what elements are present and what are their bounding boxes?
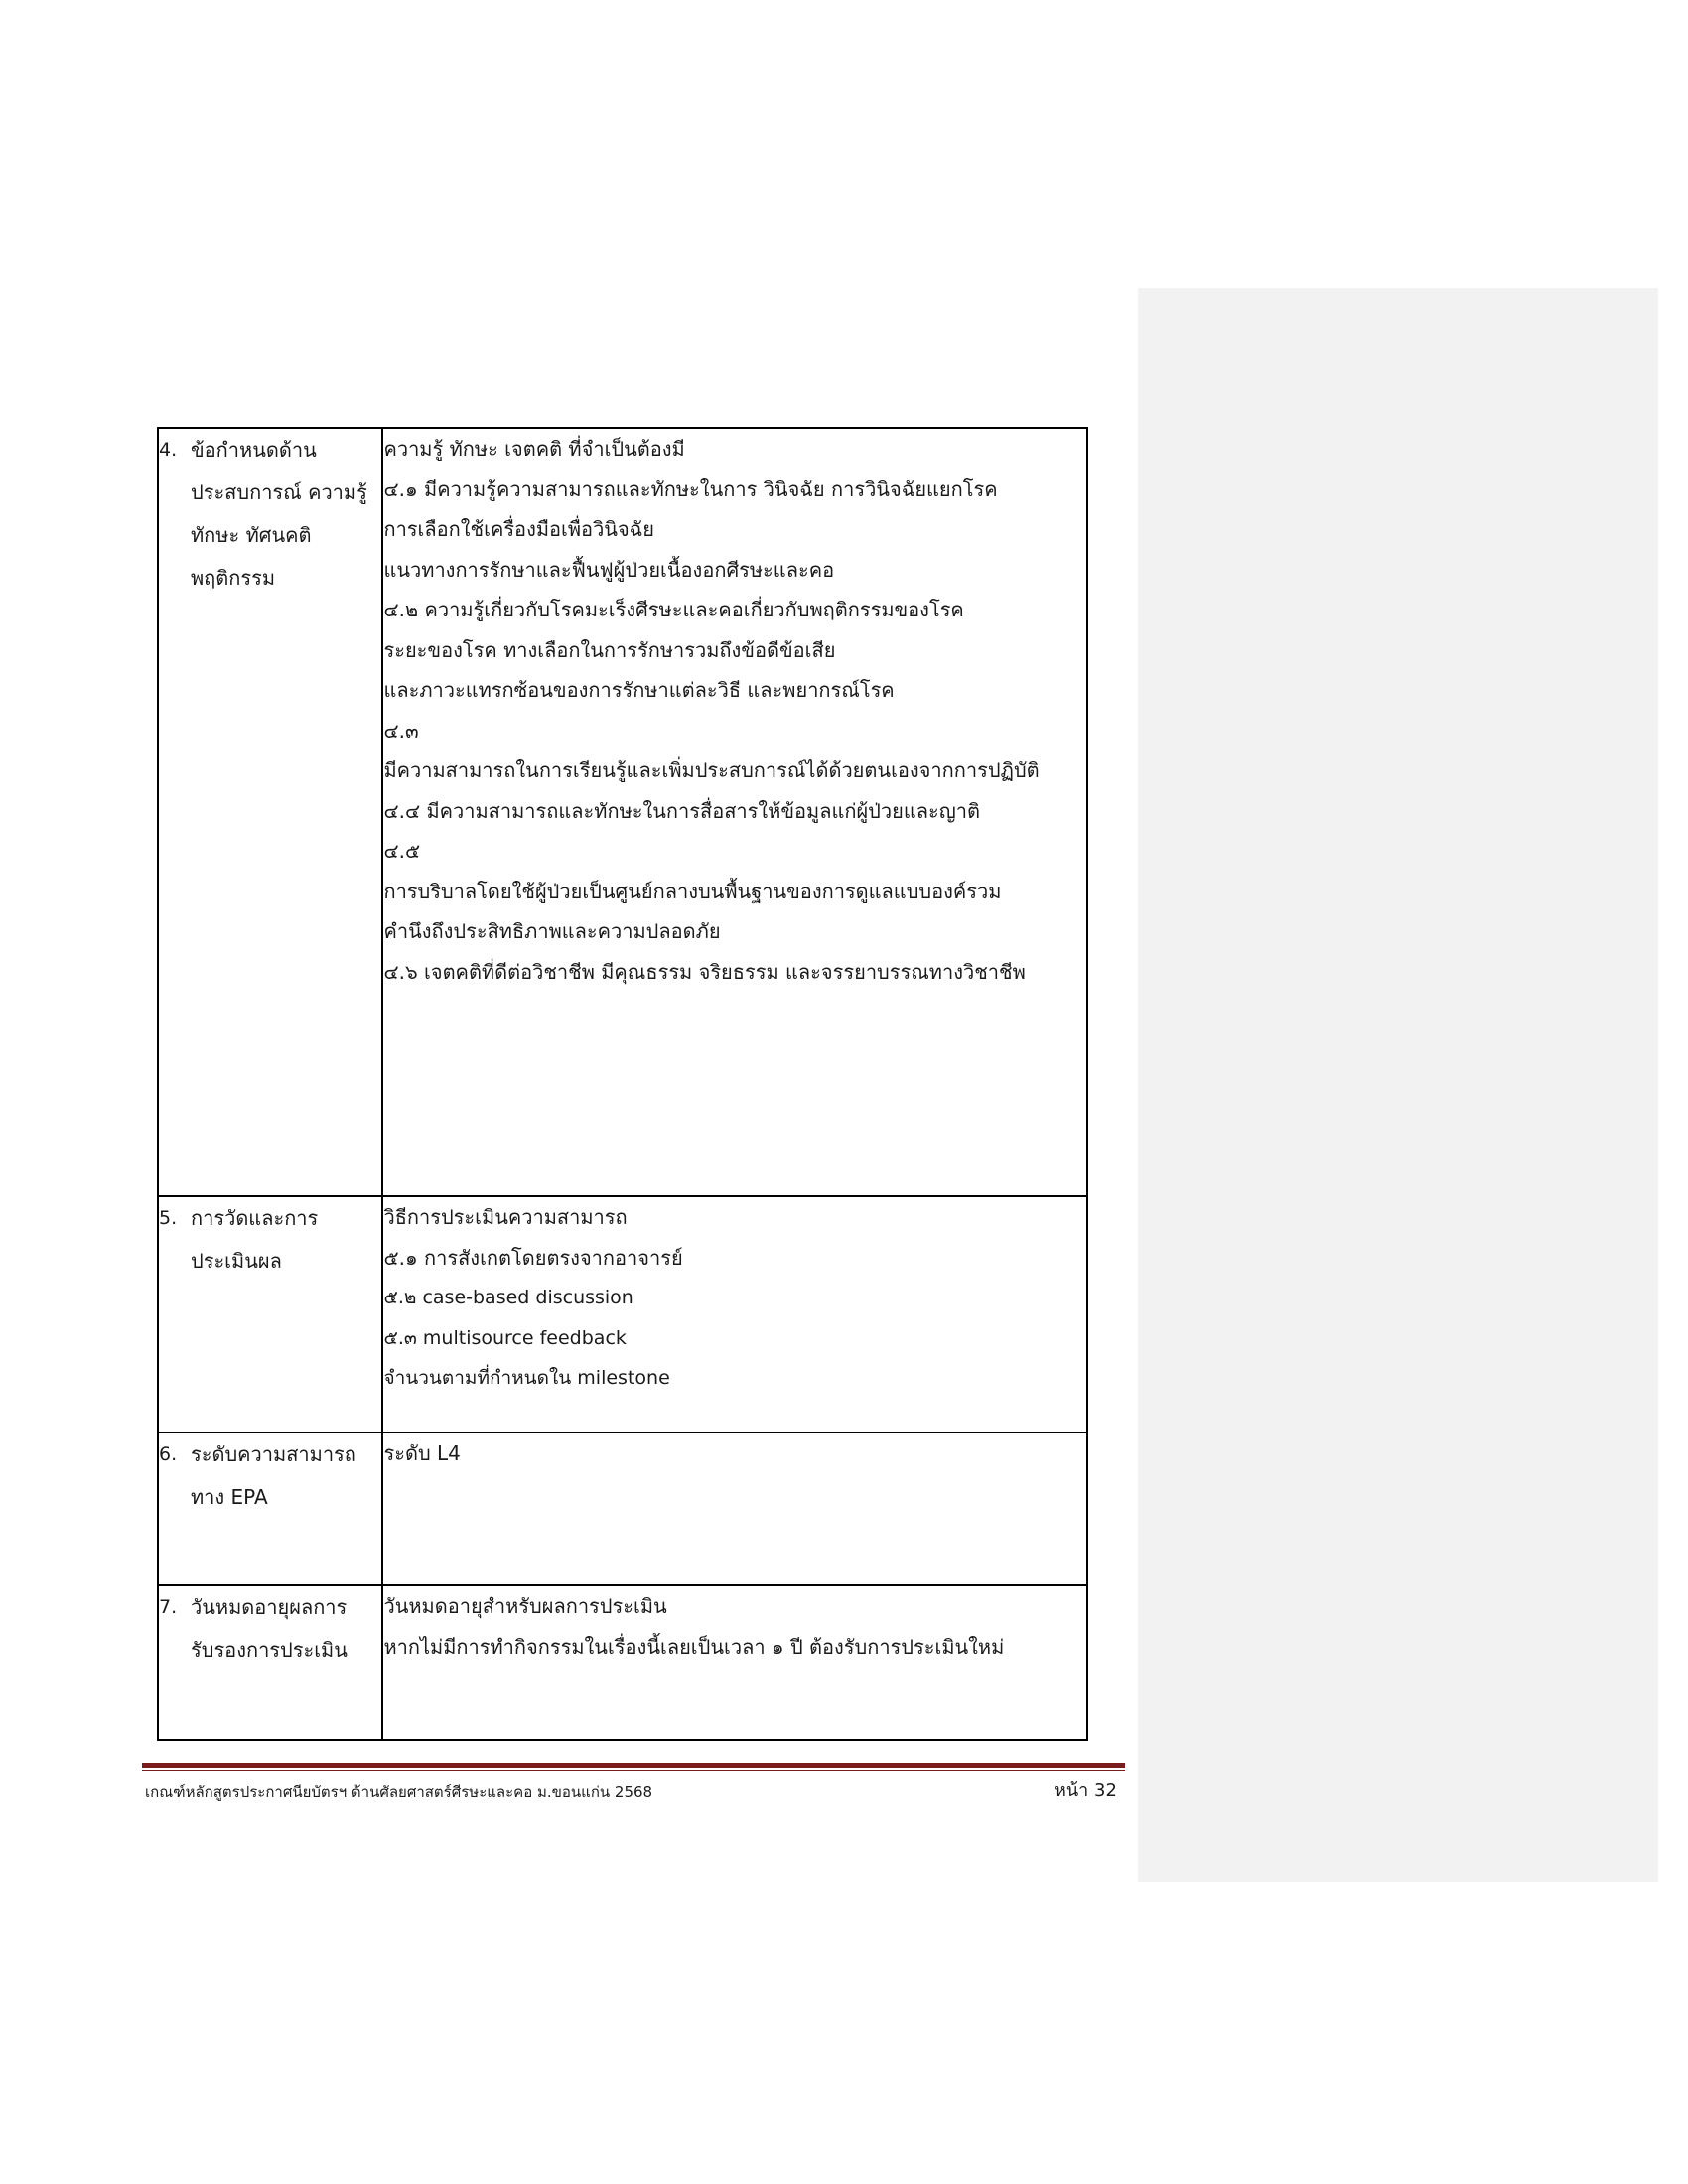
content-line: วิธีการประเมินความสามารถ [383,1205,628,1229]
table-row-epa-level [158,1433,1087,1585]
row-label: ระดับความสามารถทาง EPA [191,1442,356,1509]
table-row-requirements [158,428,1087,1196]
row-content-cell [382,1196,1087,1433]
content-line: ระยะของโรค ทางเลือกในการรักษารวมถึงข้อดีข้อเสีย [383,637,836,662]
content-line: ระดับ L4 [383,1441,461,1465]
row-number: 5. [159,1207,178,1229]
content-line: คำนึงถึงประสิทธิภาพและความปลอดภัย [383,919,721,943]
page-number: หน้า 32 [1055,1780,1117,1801]
footer-document-title: เกณฑ์หลักสูตรประกาศนียบัตรฯ ด้านศัลยศาสตร์ศีรษะและคอ ม.ขอนแก่น 2568 [145,1783,653,1801]
content-line: ๔.๓ [383,718,419,743]
content-line: มีความสามารถในการเรียนรู้และเพิ่มประสบการณ์ได้ด้วยตนเองจากการปฏิบัติ [383,758,1040,782]
content-line: การเลือกใช้เครื่องมือเพื่อวินิจฉัย [383,517,655,541]
content-line: ๔.๖ เจตคติที่ดีต่อวิชาชีพ มีคุณธรรม จริยธรรม และจรรยาบรรณทางวิชาชีพ [383,959,1026,984]
table-row-assessment [158,1196,1087,1433]
row-label: ข้อกำหนดด้านประสบการณ์ ความรู้ ทักษะ ทัศนคติ พฤติกรรม [191,438,367,590]
row-content-cell [382,428,1087,1196]
content-line: ๔.๒ ความรู้เกี่ยวกับโรคมะเร็งศีรษะและคอเกี่ยวกับพฤติกรรมของโรค [383,598,964,621]
row-label: วันหมดอายุผลการรับรองการประเมิน [191,1595,348,1662]
content-line: ความรู้ ทักษะ เจตคติ ที่จำเป็นต้องมี [383,437,685,461]
row-content-cell [382,1433,1087,1585]
content-line: ๕.๒ case-based discussion [383,1287,633,1308]
row-label-cell [158,1585,382,1740]
table-row-expiry [158,1585,1087,1740]
row-label-cell [158,428,382,1196]
comment-pane [1138,288,1658,1882]
content-line: ๕.๓ multisource feedback [383,1326,627,1349]
footer-divider-thin [142,1770,1125,1771]
content-line: แนวทางการรักษาและฟื้นฟูผู้ป่วยเนื้องอกศีรษะและคอ [383,557,835,582]
epa-table [157,427,1088,1741]
row-label: การวัดและการประเมินผล [191,1206,319,1273]
row-number: 7. [159,1596,178,1618]
content-line: และภาวะแทรกซ้อนของการรักษาแต่ละวิธี และพยากรณ์โรค [383,678,895,702]
content-line: วันหมดอายุสำหรับผลการประเมิน [383,1594,667,1618]
content-line: ๔.๔ มีความสามารถและทักษะในการสื่อสารให้ข้อมูลแก่ผู้ป่วยและญาติ [383,798,980,823]
content-line: ๔.๑ มีความรู้ความสามารถและทักษะในการ วินิจฉัย การวินิจฉัยแยกโรค [383,477,998,501]
content-line: หากไม่มีการทำกิจกรรมในเรื่องนี้เลยเป็นเวลา ๑ ปี ต้องรับการประเมินใหม่ [383,1634,1005,1659]
content-line: ๕.๑ การสังเกตโดยตรงจากอาจารย์ [383,1245,683,1270]
row-number: 4. [159,439,178,461]
content-line: ๔.๕ [383,839,421,863]
row-label-cell [158,1433,382,1585]
row-number: 6. [159,1443,178,1465]
content-line: จำนวนตามที่กำหนดใน milestone [383,1367,670,1389]
row-label-cell [158,1196,382,1433]
content-line: การบริบาลโดยใช้ผู้ป่วยเป็นศูนย์กลางบนพื้นฐานของการดูแลแบบองค์รวม [383,879,1002,903]
row-content-cell [382,1585,1087,1740]
footer-divider [142,1763,1125,1768]
